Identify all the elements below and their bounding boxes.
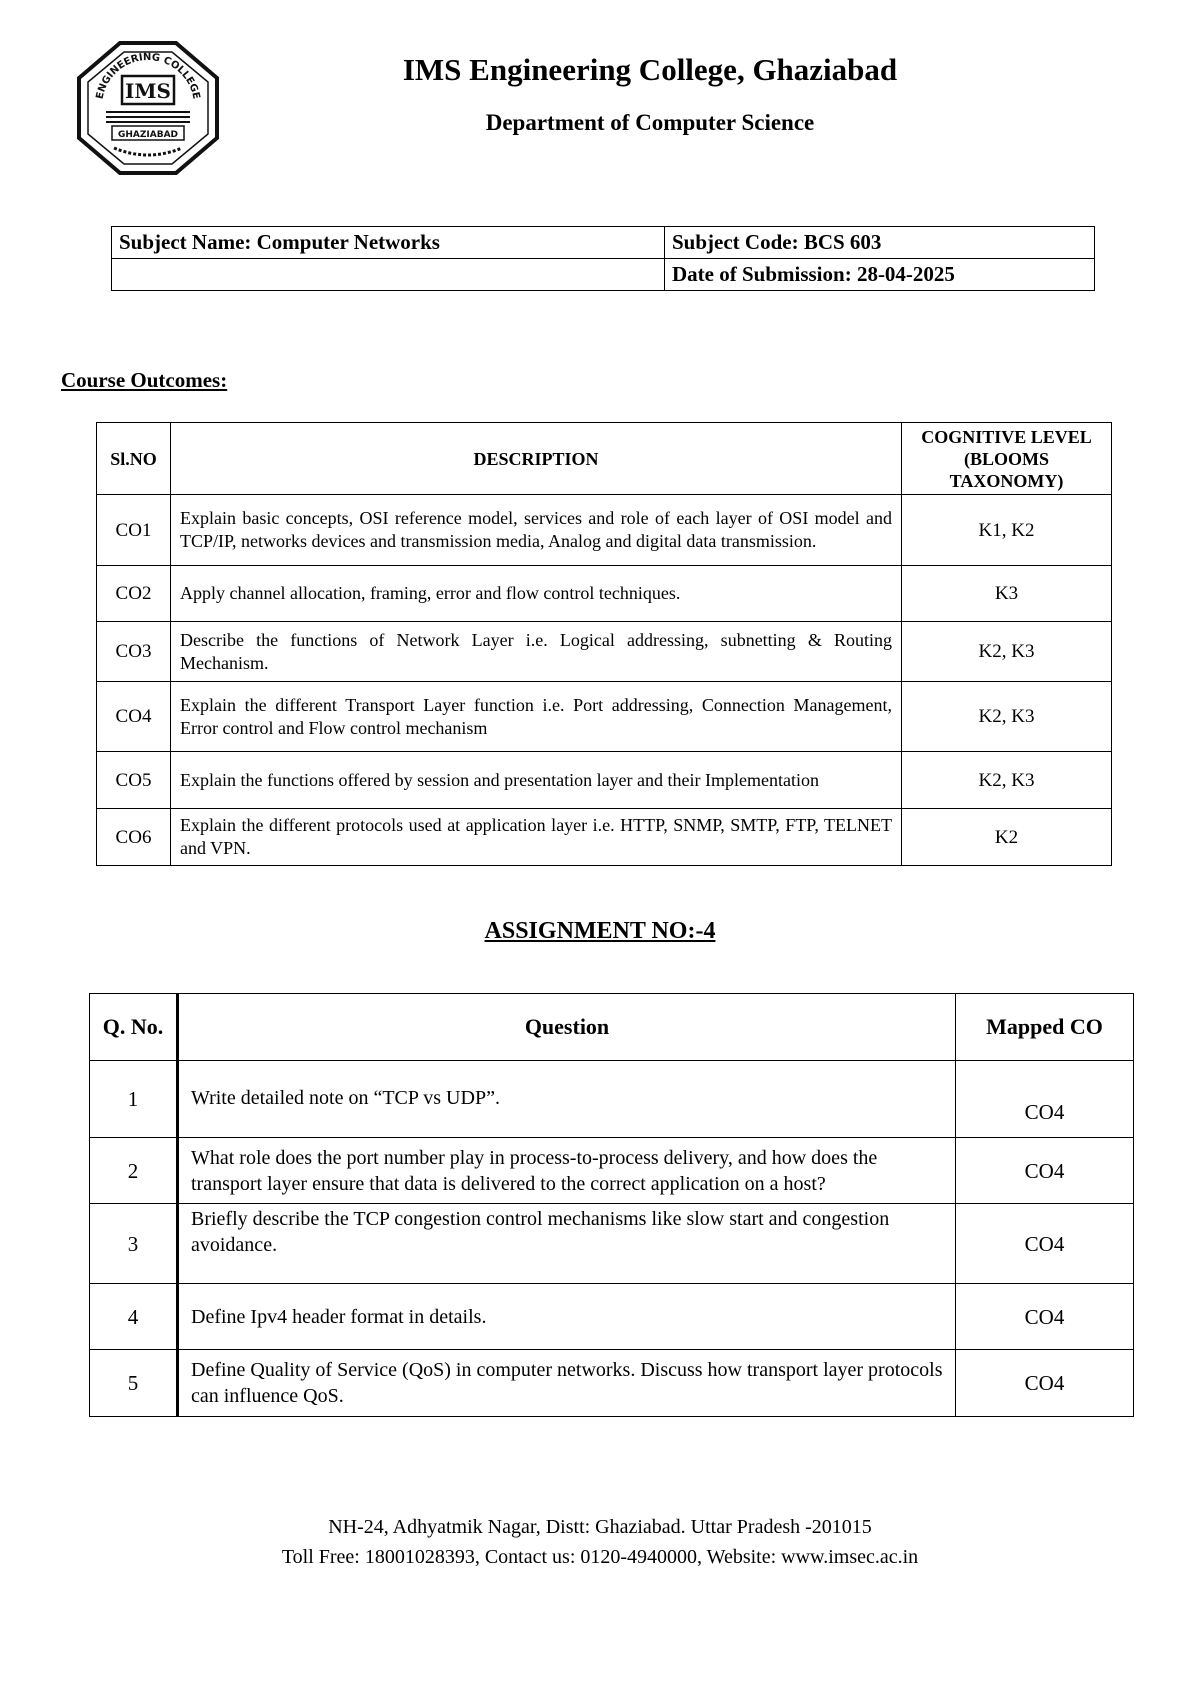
assignment-heading: ASSIGNMENT NO:-4	[484, 918, 716, 944]
mapped-co: CO4	[956, 1350, 1134, 1417]
question-text: Briefly describe the TCP congestion control mechanisms like slow start and congestion avoidance.	[178, 1204, 956, 1284]
subject-info-table	[111, 226, 1095, 291]
co-level: K2, K3	[902, 752, 1112, 809]
co-id: CO3	[97, 622, 171, 682]
co-id: CO2	[97, 566, 171, 622]
co-description: Describe the functions of Network Layer i.e. Logical addressing, subnetting & Routing Mechanism.	[171, 622, 902, 682]
course-outcomes-table	[96, 422, 1112, 866]
table-row	[90, 1138, 1134, 1204]
co-id: CO4	[97, 682, 171, 752]
submission-date: Date of Submission: 28-04-2025	[665, 259, 1095, 291]
co-level: K2	[902, 809, 1112, 866]
table-row	[97, 682, 1112, 752]
question-number: 5	[90, 1350, 178, 1417]
table-row	[90, 1204, 1134, 1284]
co-id: CO1	[97, 495, 171, 566]
column-header: COGNITIVE LEVEL (BLOOMS TAXONOMY)	[902, 423, 1112, 495]
co-description: Explain the different Transport Layer function i.e. Port addressing, Connection Management, Error control and Flow control mechanism	[171, 682, 902, 752]
footer	[100, 1512, 1100, 1572]
co-level: K2, K3	[902, 682, 1112, 752]
svg-text:ENGINEERING COLLEGE: ENGINEERING COLLEGE	[94, 51, 202, 101]
column-header: DESCRIPTION	[171, 423, 902, 495]
question-number: 4	[90, 1284, 178, 1350]
table-row	[90, 1350, 1134, 1417]
empty-cell	[112, 259, 665, 291]
column-header: Question	[178, 994, 956, 1061]
footer-contact: Toll Free: 18001028393, Contact us: 0120-4940000, Website: www.imsec.ac.in	[281, 1546, 919, 1568]
question-text: What role does the port number play in process-to-process delivery, and how does the transport layer ensure that data is delivered to the correct application on a host?	[178, 1138, 956, 1204]
co-level: K2, K3	[902, 622, 1112, 682]
co-id: CO6	[97, 809, 171, 866]
co-level: K3	[902, 566, 1112, 622]
assignment-table	[89, 993, 1134, 1417]
question-text: Define Quality of Service (QoS) in computer networks. Discuss how transport layer protocols can influence QoS.	[178, 1350, 956, 1417]
co-description: Explain basic concepts, OSI reference model, services and role of each layer of OSI model and TCP/IP, networks devices and transmission media, Analog and digital data transmission.	[171, 495, 902, 566]
table-row	[97, 752, 1112, 809]
question-text: Write detailed note on “TCP vs UDP”.	[178, 1061, 956, 1138]
department-name: Department of Computer Science	[485, 110, 815, 135]
co-description: Explain the functions offered by session and presentation layer and their Implementation	[171, 752, 902, 809]
column-header: Q. No.	[90, 994, 178, 1061]
table-row	[90, 1061, 1134, 1138]
footer-address: NH-24, Adhyatmik Nagar, Distt: Ghaziabad. Uttar Pradesh -201015	[328, 1516, 872, 1538]
question-number: 3	[90, 1204, 178, 1284]
mapped-co: CO4	[956, 1284, 1134, 1350]
question-number: 2	[90, 1138, 178, 1204]
course-outcomes-heading: Course Outcomes:	[61, 368, 228, 392]
co-description: Explain the different protocols used at application layer i.e. HTTP, SNMP, SMTP, FTP, TELNET and VPN.	[171, 809, 902, 866]
subject-name: Subject Name: Computer Networks	[112, 227, 665, 259]
question-text: Define Ipv4 header format in details.	[178, 1284, 956, 1350]
column-header: Mapped CO	[956, 994, 1134, 1061]
mapped-co: CO4	[956, 1204, 1134, 1284]
college-logo	[72, 40, 224, 176]
table-row	[97, 622, 1112, 682]
co-description: Apply channel allocation, framing, error and flow control techniques.	[171, 566, 902, 622]
svg-text:GHAZIABAD: GHAZIABAD	[117, 130, 179, 140]
subject-code: Subject Code: BCS 603	[665, 227, 1095, 259]
column-header: Sl.NO	[97, 423, 171, 495]
table-row	[97, 566, 1112, 622]
co-level: K1, K2	[902, 495, 1112, 566]
college-name: IMS Engineering College, Ghaziabad	[402, 52, 898, 87]
table-row	[97, 495, 1112, 566]
table-row	[97, 809, 1112, 866]
mapped-co: CO4	[956, 1138, 1134, 1204]
co-id: CO5	[97, 752, 171, 809]
mapped-co: CO4	[956, 1061, 1134, 1138]
svg-text:IMS: IMS	[125, 79, 171, 103]
question-number: 1	[90, 1061, 178, 1138]
table-row	[90, 1284, 1134, 1350]
